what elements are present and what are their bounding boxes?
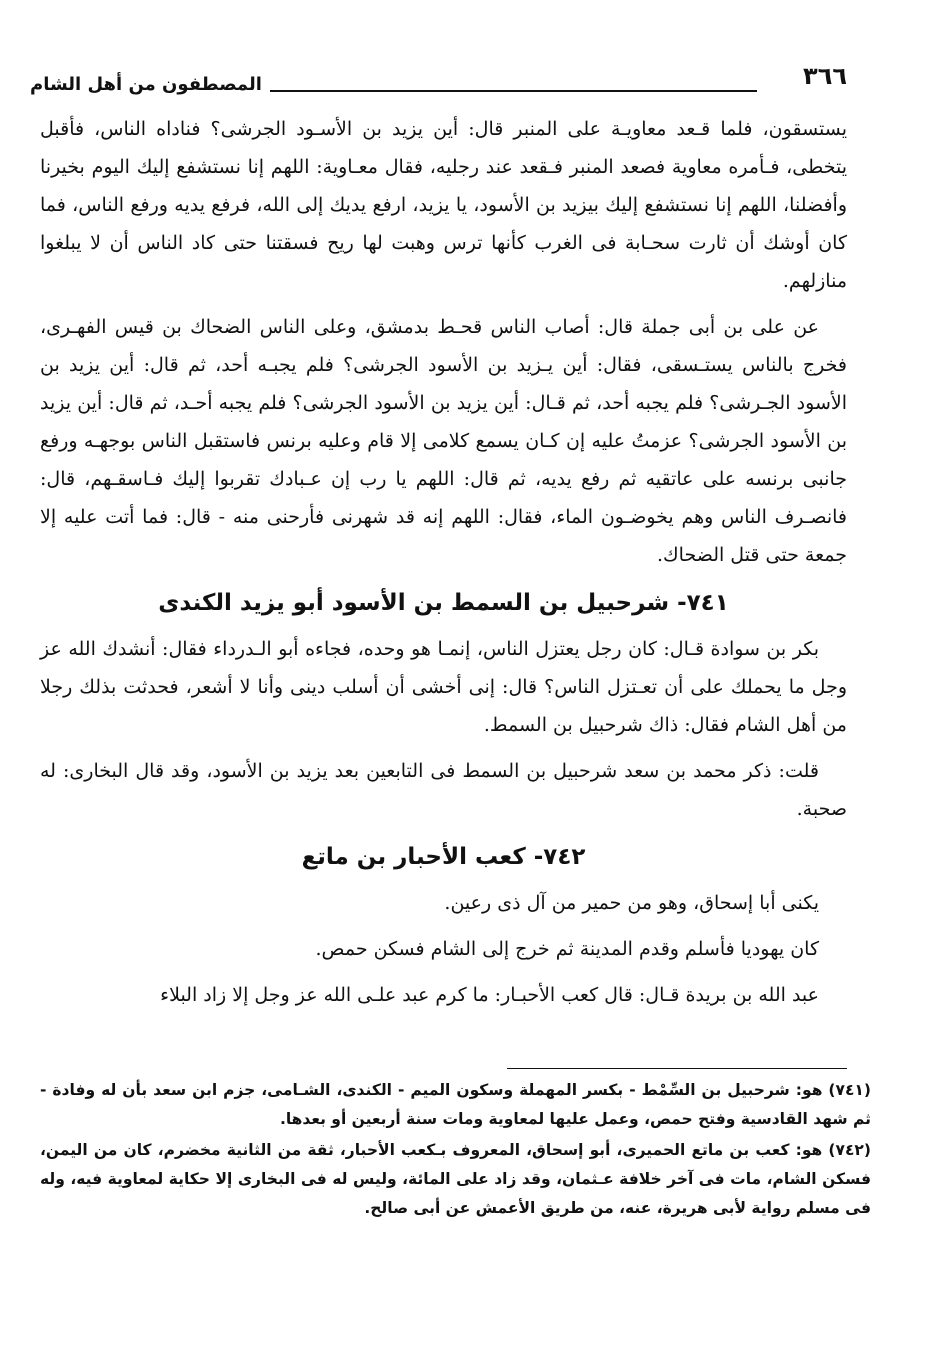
running-title: المصطفون من أهل الشام — [30, 74, 270, 95]
entry-heading-742: ٧٤٢- كعب الأحبار بن ماتع — [301, 844, 586, 870]
paragraph: عبد الله بن بريدة قـال: قال كعب الأحبـار: ما كرم عبد علـى الله عز وجل إلا زاد البلاء — [160, 984, 819, 1006]
paragraph: يستسقون، فلما قـعد معاويـة على المنبر قال: أين يزيد بن الأسـود الجرشى؟ فناداه الناس، فأقبل يتخطى، فـأمره معاوية فصعد المنبر فـقعد عند رجليه، فقال معـاوية: اللهم إنا نستشفع إليك اليوم بخيرنا وأفضلنا، اللهم إنا نستشفع إليك بيزيد بن الأسود، يا يزيد، ارفع يديك إلى الله، فرفع يديه ورفع الناس، فما كان أوشك أن ثارت سحـابة فى الغرب كأنها ترس وهبت لها ريح فسقتنا حتى كاد الناس أن لا يبلغوا منازلهم. — [40, 118, 848, 292]
paragraph: قلت: ذكر محمد بن سعد شرحبيل بن السمط فى التابعين بعد يزيد بن الأسود، وقد قال البخارى: له صحبة. — [40, 760, 847, 820]
header-rule — [270, 90, 757, 92]
paragraph: عن على بن أبى جملة قال: أصاب الناس قحـط بدمشق، وعلى الناس الضحاك بن قيس الفهـرى، فخرج بالناس يستـسقى، فقال: أين يـزيد بن الأسود الجرشى؟ فلم يجبـه أحد، ثم قال: أين يزيد بن الأسود الجـرشى؟ فلم يجبه أحد، ثم قـال: أين يزيد بن الأسود الجرشى؟ فلم يجبه أحـد، ثم قال: أين يزيد بن الأسود الجرشى؟ عزمتُ عليه إن كـان يسمع كلامى إلا قام وعليه برنس فاستقبل الناس بوجهـه ورفع جانبى برنسه على عاتقيه ثم رفع يديه، ثم قال: اللهم يا رب إن عـبادك تقربوا إليك فـاسقـهم، قال: فانصـرف الناس وهم يخوضـون الماء، فقال: اللهم إنه قد شهرنى فأرحنى منه - قال: فما أتت عليه إلا جمعة حتى قتل الضحاك. — [40, 316, 847, 566]
main-text — [40, 110, 847, 1014]
footnote-742: (٧٤٢) هو: كعب بن ماتع الحميرى، أبو إسحاق، المعروف بـكعب الأحبار، ثقة من الثانية مخضرم، كان من اليمن، فسكن الشام، مات فى آخر خلافة عـثمان، وقد زاد على المائة، وليس له فى البخارى إلا حكاية لمعاوية فيه، وله فى مسلم رواية لأبى هريرة، عنه، من طريق الأعمش عن أبى صالح. — [40, 1141, 871, 1217]
paragraph: يكنى أبا إسحاق، وهو من حمير من آل ذى رعين. — [444, 892, 819, 914]
paragraph: كان يهوديا فأسلم وقدم المدينة ثم خرج إلى الشام فسكن حمص. — [315, 938, 819, 960]
footnote-rule — [507, 1068, 847, 1069]
page-number: ٣٦٦ — [803, 62, 847, 90]
page-header — [30, 62, 847, 102]
entry-heading-741: ٧٤١- شرحبيل بن السمط بن الأسود أبو يزيد الكندى — [158, 590, 729, 616]
paragraph: بكر بن سوادة قـال: كان رجل يعتزل الناس، إنمـا هو وحده، فجاءه أبو الـدرداء فقال: أنشدك الله عز وجل ما يحملك على أن تعـتزل الناس؟ قال: إنى أخشى أن أسلب دينى وأنا لا أشعر، فحدثت بذلك رجلا من أهل الشام فقال: ذاك شرحبيل بن السمط. — [40, 638, 847, 736]
footnotes — [40, 1076, 871, 1225]
footnote-741: (٧٤١) هو: شرحبيل بن السِّمْط - بكسر المهملة وسكون الميم - الكندى، الشـامى، جزم ابن سعد بأن له وفادة - ثم شهد القادسية وفتح حمص، وعمل عليها لمعاوية ومات سنة أربعين أو بعدها. — [40, 1081, 871, 1128]
